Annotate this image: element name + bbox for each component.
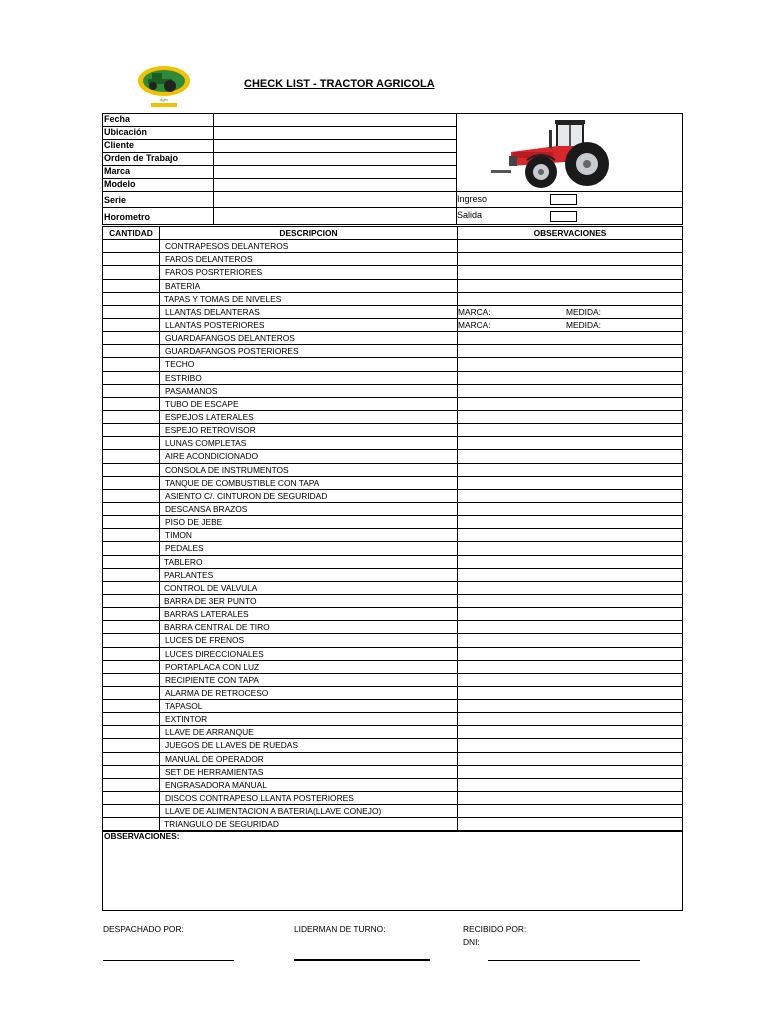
table-row xyxy=(103,634,682,647)
observaciones-cell[interactable] xyxy=(458,516,682,528)
observaciones-cell[interactable] xyxy=(458,542,682,554)
observaciones-cell[interactable] xyxy=(458,805,682,817)
table-row xyxy=(103,753,682,766)
table-row xyxy=(103,608,682,621)
cantidad-cell[interactable] xyxy=(103,477,160,489)
cantidad-cell[interactable] xyxy=(103,805,160,817)
cantidad-cell[interactable] xyxy=(103,253,160,265)
descripcion-cell xyxy=(160,424,458,436)
observaciones-cell[interactable] xyxy=(458,306,682,318)
descripcion-cell xyxy=(160,818,458,830)
descripcion-cell xyxy=(160,332,458,344)
descripcion-text: GUARDAFANGOS DELANTEROS xyxy=(165,333,295,344)
observaciones-cell[interactable] xyxy=(458,648,682,660)
observaciones-cell[interactable] xyxy=(458,372,682,384)
descripcion-cell xyxy=(160,634,458,646)
descripcion-text: RECIPIENTE CON TAPA xyxy=(165,674,259,685)
observaciones-cell[interactable] xyxy=(458,490,682,502)
cantidad-cell[interactable] xyxy=(103,779,160,791)
observaciones-cell[interactable] xyxy=(458,253,682,265)
descripcion-text: PEDALES xyxy=(165,543,204,554)
descripcion-text: ESPEJOS LATERALES xyxy=(165,411,254,422)
observaciones-cell[interactable] xyxy=(458,674,682,686)
descripcion-text: TAPAS Y TOMAS DE NIVELES xyxy=(164,293,282,304)
observaciones-cell[interactable] xyxy=(458,556,682,568)
observaciones-cell[interactable] xyxy=(458,792,682,804)
cantidad-cell[interactable] xyxy=(103,542,160,554)
descripcion-text: TANQUE DE COMBUSTIBLE CON TAPA xyxy=(165,477,320,488)
table-row xyxy=(103,345,682,358)
table-row xyxy=(103,411,682,424)
cantidad-cell[interactable] xyxy=(103,661,160,673)
descripcion-text: ESPEJO RETROVISOR xyxy=(165,425,256,436)
descripcion-text: GUARDAFANGOS POSTERIORES xyxy=(165,346,299,357)
cantidad-cell[interactable] xyxy=(103,424,160,436)
table-row xyxy=(103,739,682,752)
table-row xyxy=(103,661,682,674)
observaciones-cell[interactable] xyxy=(458,713,682,725)
descripcion-text: TRIANGULO DE SEGURIDAD xyxy=(164,819,279,830)
descripcion-cell xyxy=(160,661,458,673)
descripcion-cell xyxy=(160,648,458,660)
field-label-cliente: Cliente xyxy=(104,140,135,150)
cantidad-cell[interactable] xyxy=(103,595,160,607)
table-row xyxy=(103,385,682,398)
header-descripcion: DESCRIPCION xyxy=(160,227,458,239)
table-row xyxy=(103,266,682,279)
cantidad-cell[interactable] xyxy=(103,503,160,515)
field-label-ubicacion: Ubicación xyxy=(104,127,148,137)
observaciones-cell[interactable] xyxy=(458,687,682,699)
observaciones-cell[interactable] xyxy=(458,437,682,449)
cantidad-cell[interactable] xyxy=(103,766,160,778)
descripcion-cell xyxy=(160,739,458,751)
cantidad-cell[interactable] xyxy=(103,726,160,738)
dni-label: DNI: xyxy=(463,937,480,947)
descripcion-cell xyxy=(160,411,458,423)
cantidad-cell[interactable] xyxy=(103,739,160,751)
observaciones-cell[interactable] xyxy=(458,280,682,292)
cantidad-cell[interactable] xyxy=(103,569,160,581)
table-row xyxy=(103,542,682,555)
cantidad-cell[interactable] xyxy=(103,398,160,410)
descripcion-text: ESTRIBO xyxy=(165,372,202,383)
descripcion-text: LUCES DIRECCIONALES xyxy=(165,648,264,659)
observaciones-cell[interactable] xyxy=(458,661,682,673)
observaciones-cell[interactable] xyxy=(458,766,682,778)
descripcion-cell xyxy=(160,713,458,725)
table-row xyxy=(103,766,682,779)
descripcion-cell xyxy=(160,542,458,554)
table-row xyxy=(103,437,682,450)
table-row xyxy=(103,450,682,463)
ingreso-label: Ingreso xyxy=(457,194,488,204)
table-row xyxy=(103,516,682,529)
descripcion-cell xyxy=(160,464,458,476)
descripcion-cell xyxy=(160,766,458,778)
despachado-label: DESPACHADO POR: xyxy=(103,924,184,934)
field-label-horometro: Horometro xyxy=(104,212,151,222)
medida-label: MEDIDA: xyxy=(566,319,601,330)
observaciones-cell[interactable] xyxy=(458,818,682,830)
observaciones-cell[interactable] xyxy=(458,385,682,397)
descripcion-text: DESCANSA BRAZOS xyxy=(165,503,248,514)
cantidad-cell[interactable] xyxy=(103,753,160,765)
descripcion-text: PARLANTES xyxy=(164,569,214,580)
descripcion-text: LLAVE DE ARRANQUE xyxy=(165,727,254,738)
descripcion-cell xyxy=(160,569,458,581)
observaciones-cell[interactable] xyxy=(458,266,682,278)
table-row xyxy=(103,569,682,582)
descripcion-cell xyxy=(160,319,458,331)
descripcion-text: BARRA DE 3ER PUNTO xyxy=(164,595,257,606)
marca-label: MARCA: xyxy=(458,306,491,317)
descripcion-cell xyxy=(160,792,458,804)
descripcion-cell xyxy=(160,687,458,699)
cantidad-cell[interactable] xyxy=(103,818,160,830)
page-title: CHECK LIST - TRACTOR AGRICOLA xyxy=(244,78,435,90)
field-value-cliente[interactable] xyxy=(214,140,456,152)
cantidad-cell[interactable] xyxy=(103,240,160,252)
descripcion-text: DISCOS CONTRAPESO LLANTA POSTERIORES xyxy=(165,793,354,804)
table-row xyxy=(103,674,682,687)
field-label-fecha: Fecha xyxy=(104,114,131,124)
table-row xyxy=(103,503,682,516)
table-row xyxy=(103,595,682,608)
cantidad-cell[interactable] xyxy=(103,490,160,502)
observaciones-cell[interactable] xyxy=(458,700,682,712)
cantidad-cell[interactable] xyxy=(103,266,160,278)
descripcion-cell xyxy=(160,398,458,410)
descripcion-cell xyxy=(160,450,458,462)
company-logo xyxy=(134,62,194,108)
cantidad-cell[interactable] xyxy=(103,332,160,344)
observaciones-cell[interactable] xyxy=(458,779,682,791)
descripcion-cell xyxy=(160,753,458,765)
recibido-signature-line xyxy=(488,960,640,961)
descripcion-text: CONTRAPESOS DELANTEROS xyxy=(165,241,289,252)
cantidad-cell[interactable] xyxy=(103,634,160,646)
table-row xyxy=(103,464,682,477)
descripcion-cell xyxy=(160,595,458,607)
descripcion-text: TABLERO xyxy=(164,556,203,567)
cantidad-cell[interactable] xyxy=(103,306,160,318)
table-row xyxy=(103,529,682,542)
field-value-modelo[interactable] xyxy=(214,179,456,191)
observations-box[interactable] xyxy=(102,831,683,911)
descripcion-cell xyxy=(160,266,458,278)
descripcion-cell xyxy=(160,556,458,568)
descripcion-text: BATERIA xyxy=(165,280,201,291)
table-row xyxy=(103,621,682,634)
observations-label: OBSERVACIONES: xyxy=(104,831,180,841)
cantidad-cell[interactable] xyxy=(103,608,160,620)
observaciones-cell[interactable] xyxy=(458,358,682,370)
descripcion-cell xyxy=(160,582,458,594)
field-value-fecha[interactable] xyxy=(214,114,456,126)
descripcion-cell xyxy=(160,293,458,305)
descripcion-text: TECHO xyxy=(165,359,195,370)
observaciones-cell[interactable] xyxy=(458,319,682,331)
observaciones-cell[interactable] xyxy=(458,529,682,541)
table-row xyxy=(103,556,682,569)
cantidad-cell[interactable] xyxy=(103,385,160,397)
cantidad-cell[interactable] xyxy=(103,529,160,541)
table-row xyxy=(103,700,682,713)
field-label-serie: Serie xyxy=(104,195,127,205)
observaciones-cell[interactable] xyxy=(458,240,682,252)
table-row xyxy=(103,253,682,266)
cantidad-cell[interactable] xyxy=(103,411,160,423)
observaciones-cell[interactable] xyxy=(458,595,682,607)
descripcion-text: LUCES DE FRENOS xyxy=(165,635,245,646)
medida-label: MEDIDA: xyxy=(566,306,601,317)
table-row xyxy=(103,332,682,345)
cantidad-cell[interactable] xyxy=(103,792,160,804)
descripcion-cell xyxy=(160,477,458,489)
observaciones-cell[interactable] xyxy=(458,569,682,581)
cantidad-cell[interactable] xyxy=(103,345,160,357)
cantidad-cell[interactable] xyxy=(103,556,160,568)
descripcion-cell xyxy=(160,503,458,515)
descripcion-text: CONTROL DE VALVULA xyxy=(164,582,258,593)
table-row xyxy=(103,477,682,490)
cantidad-cell[interactable] xyxy=(103,621,160,633)
observaciones-cell[interactable] xyxy=(458,753,682,765)
table-header-row xyxy=(103,227,682,240)
observaciones-cell[interactable] xyxy=(458,411,682,423)
descripcion-cell xyxy=(160,280,458,292)
field-value-serie[interactable] xyxy=(214,192,456,207)
cantidad-cell[interactable] xyxy=(103,293,160,305)
descripcion-text: CONSOLA DE INSTRUMENTOS xyxy=(165,464,289,475)
descripcion-text: PORTAPLACA CON LUZ xyxy=(165,661,260,672)
info-table xyxy=(102,113,683,225)
field-value-horometro[interactable] xyxy=(214,208,456,224)
descripcion-text: MANUAL DE OPERADOR xyxy=(165,753,264,764)
descripcion-text: LLAVE DE ALIMENTACION A BATERIA(LLAVE CONEJO) xyxy=(165,806,382,817)
descripcion-cell xyxy=(160,516,458,528)
table-row xyxy=(103,358,682,371)
observaciones-cell[interactable] xyxy=(458,739,682,751)
descripcion-cell xyxy=(160,385,458,397)
field-label-modelo: Modelo xyxy=(104,179,136,189)
descripcion-cell xyxy=(160,529,458,541)
table-row xyxy=(103,293,682,306)
table-row xyxy=(103,490,682,503)
cantidad-cell[interactable] xyxy=(103,437,160,449)
observaciones-cell[interactable] xyxy=(458,464,682,476)
liderman-signature-line xyxy=(294,959,430,961)
header-observaciones: OBSERVACIONES xyxy=(533,228,607,238)
descripcion-text: BARRAS LATERALES xyxy=(164,609,249,620)
cantidad-cell[interactable] xyxy=(103,687,160,699)
descripcion-text: PISO DE JEBE xyxy=(165,517,223,528)
table-row xyxy=(103,805,682,818)
table-row xyxy=(103,398,682,411)
observaciones-cell[interactable] xyxy=(458,424,682,436)
ingreso-checkbox[interactable] xyxy=(550,194,577,205)
descripcion-text: ENGRASADORA MANUAL xyxy=(165,779,267,790)
descripcion-text: SET DE HERRAMIENTAS xyxy=(165,766,264,777)
descripcion-cell xyxy=(160,345,458,357)
svg-text:Agro: Agro xyxy=(159,97,169,102)
descripcion-text: BARRA CENTRAL DE TIRO xyxy=(164,622,270,633)
table-row xyxy=(103,319,682,332)
table-row xyxy=(103,792,682,805)
descripcion-text: LLANTAS DELANTERAS xyxy=(165,306,260,317)
descripcion-text: FAROS DELANTEROS xyxy=(165,254,253,265)
cantidad-cell[interactable] xyxy=(103,713,160,725)
descripcion-cell xyxy=(160,490,458,502)
cantidad-cell[interactable] xyxy=(103,516,160,528)
salida-checkbox[interactable] xyxy=(550,211,577,222)
descripcion-cell xyxy=(160,358,458,370)
descripcion-cell xyxy=(160,437,458,449)
cantidad-cell[interactable] xyxy=(103,358,160,370)
observaciones-cell[interactable] xyxy=(458,450,682,462)
salida-label: Salida xyxy=(457,210,483,220)
liderman-label: LIDERMAN DE TURNO: xyxy=(294,924,386,934)
cantidad-cell[interactable] xyxy=(103,319,160,331)
descripcion-text: LUNAS COMPLETAS xyxy=(165,438,247,449)
observaciones-cell[interactable] xyxy=(458,503,682,515)
table-row xyxy=(103,818,682,831)
table-row xyxy=(103,726,682,739)
descripcion-cell xyxy=(160,726,458,738)
table-row xyxy=(103,687,682,700)
observaciones-cell[interactable] xyxy=(458,293,682,305)
field-label-orden: Orden de Trabajo xyxy=(104,153,179,163)
table-row xyxy=(103,424,682,437)
observaciones-cell[interactable] xyxy=(458,398,682,410)
cantidad-cell[interactable] xyxy=(103,280,160,292)
descripcion-text: TAPASOL xyxy=(165,701,203,712)
descripcion-text: ASIENTO C/. CINTURON DE SEGURIDAD xyxy=(165,490,328,501)
cantidad-cell[interactable] xyxy=(103,450,160,462)
table-row xyxy=(103,648,682,661)
descripcion-cell xyxy=(160,674,458,686)
descripcion-text: AIRE ACONDICIONADO xyxy=(165,451,259,462)
observaciones-cell[interactable] xyxy=(458,634,682,646)
descripcion-text: JUEGOS DE LLAVES DE RUEDAS xyxy=(165,740,298,751)
observaciones-cell[interactable] xyxy=(458,345,682,357)
observaciones-cell[interactable] xyxy=(458,582,682,594)
descripcion-text: ALARMA DE RETROCESO xyxy=(165,687,269,698)
table-row xyxy=(103,779,682,792)
descripcion-cell xyxy=(160,372,458,384)
field-value-ubicacion[interactable] xyxy=(214,127,456,139)
table-row xyxy=(103,713,682,726)
cantidad-cell[interactable] xyxy=(103,582,160,594)
checklist-table xyxy=(102,226,683,831)
despachado-signature-line xyxy=(103,960,234,961)
recibido-label: RECIBIDO POR: xyxy=(463,924,527,934)
field-value-marca[interactable] xyxy=(214,166,456,178)
observaciones-cell[interactable] xyxy=(458,477,682,489)
table-row xyxy=(103,372,682,385)
descripcion-cell xyxy=(160,779,458,791)
marca-label: MARCA: xyxy=(458,319,491,330)
header-cantidad: CANTIDAD xyxy=(103,227,160,239)
field-label-marca: Marca xyxy=(104,166,131,176)
descripcion-cell xyxy=(160,253,458,265)
descripcion-text: LLANTAS POSTERIORES xyxy=(165,319,265,330)
descripcion-cell xyxy=(160,240,458,252)
cantidad-cell[interactable] xyxy=(103,700,160,712)
tractor-image xyxy=(491,116,619,192)
observaciones-cell[interactable] xyxy=(458,608,682,620)
descripcion-text: EXTINTOR xyxy=(165,714,208,725)
cantidad-cell[interactable] xyxy=(103,464,160,476)
cantidad-cell[interactable] xyxy=(103,648,160,660)
field-value-orden[interactable] xyxy=(214,153,456,165)
descripcion-text: PASAMANOS xyxy=(165,385,218,396)
descripcion-cell xyxy=(160,306,458,318)
observaciones-cell[interactable] xyxy=(458,726,682,738)
descripcion-text: TIMON xyxy=(165,530,192,541)
observaciones-cell[interactable] xyxy=(458,332,682,344)
cantidad-cell[interactable] xyxy=(103,674,160,686)
table-row xyxy=(103,240,682,253)
table-row xyxy=(103,280,682,293)
descripcion-cell xyxy=(160,621,458,633)
descripcion-text: FAROS POSRTERIORES xyxy=(165,267,263,278)
table-row xyxy=(103,306,682,319)
cantidad-cell[interactable] xyxy=(103,372,160,384)
descripcion-cell xyxy=(160,608,458,620)
descripcion-text: TUBO DE ESCAPE xyxy=(165,398,239,409)
observaciones-cell[interactable] xyxy=(458,621,682,633)
descripcion-cell xyxy=(160,700,458,712)
table-row xyxy=(103,582,682,595)
descripcion-cell xyxy=(160,805,458,817)
